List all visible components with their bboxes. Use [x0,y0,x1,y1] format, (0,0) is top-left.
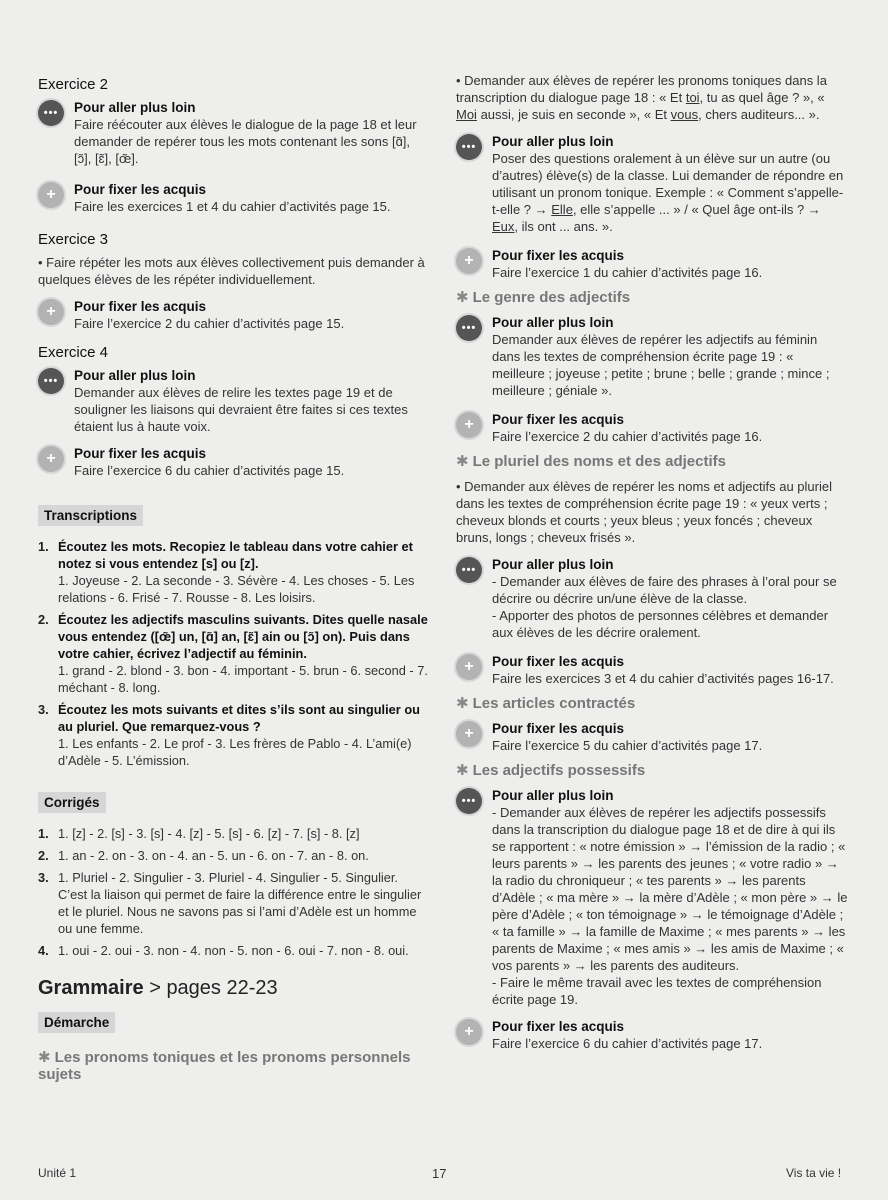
list-item: 2. 1. an - 2. on - 3. on - 4. an - 5. un - 6. on - 7. an - 8. on. [38,848,369,863]
exercise-2-title: Exercice 2 [38,76,109,93]
exercise-3-fix [38,298,430,332]
pronoms-intro: • Demander aux élèves de repérer les pronoms toniques dans la transcription du dialogue page 18 : « Et toi, tu as quel âge ? », « Moi aussi, je suis en seconde », « Et vous, chers auditeurs... ». [456,73,827,122]
exercise-4-fix [38,445,430,479]
more-dots-icon: ••• [38,368,64,394]
list-item: 3. Écoutez les mots suivants et dites s’ils sont au singulier ou au pluriel. Que remarquez-vous ? 1. Les enfants - 2. Le prof - 3. Les frères de Pablo - 4. L’ami(e) d’Adèle - 5. L’émission. [38,702,420,768]
exercise-2-more [38,99,430,167]
possessifs-more: ••• Pour aller plus loin - Demander aux élèves de repérer les adjectifs possessifs dans la transcription du dialogue page 18 et de dire à qui ils se rapportent : « notre émission » → l’émission de la radio ; « leurs parents » → les parents des jeunes ; « votre radio » → la radio du chroniqueur ; « tes parents » → les parents d’Adèle ; « ma mère » → la mère d’Adèle ; « mon père » → le père d’Adèle ; « ton témoignage » → le témoignage d’Adèle ; « ta famille » → la famille de Maxime ; « mes parents » → les parents de Maxime ; « mes amis » → les amis de Maxime ; « vos parents » → les parents des auditeurs. - Faire le même travail avec les textes de compréhension écrite page 19. [456,787,848,1008]
fix-title: Pour fixer les acquis [74,299,207,314]
plus-circle-icon: + [456,654,482,680]
pronoms-subhead: ✱ Les pronoms toniques et les pronoms personnels sujets [38,1049,411,1083]
pluriel-text: • Demander aux élèves de repérer les noms et adjectifs au pluriel dans les textes de compréhension écrite page 19 : « yeux verts ; cheveux blonds et courts ; yeux bleus ; yeux foncés ; cheveux bruns, longs ; cheveux frisés ». [456,479,832,545]
plus-circle-icon: + [456,412,482,438]
plus-circle-icon: + [38,182,64,208]
list-item: 1. 1. [z] - 2. [s] - 3. [s] - 4. [z] - 5. [s] - 6. [z] - 7. [s] - 8. [z] [38,826,360,841]
fix-text: Faire l’exercice 2 du cahier d’activités page 15. [74,316,345,331]
more-text: Demander aux élèves de relire les textes page 19 et de souligner les liaisons qui devraient être faites si ces textes étaient lus à haute voix. [74,385,408,434]
plus-circle-icon: + [456,721,482,747]
exercise-4-more [38,367,430,435]
exercise-3-title: Exercice 3 [38,231,109,248]
footer-title: Vis ta vie ! [786,1166,842,1180]
plus-circle-icon: + [456,248,482,274]
more-title: Pour aller plus loin [74,368,196,383]
list-item: 4. 1. oui - 2. oui - 3. non - 4. non - 5. non - 6. oui - 7. non - 8. oui. [38,943,409,958]
possessifs-fix: + Pour fixer les acquis Faire l’exercice 6 du cahier d’activités page 17. [456,1018,848,1052]
corriges-heading: Corrigés [38,792,106,813]
page-number: 17 [432,1166,447,1181]
grammaire-title: Grammaire > pages 22-23 [38,977,278,999]
star-icon: ✱ [456,453,469,470]
more-dots-icon: ••• [456,788,482,814]
star-icon: ✱ [456,762,469,779]
pronoms-more: ••• Pour aller plus loin Poser des questions oralement à un élève sur un autre (ou d’autres) élève(s) de la classe. Lui demander de répondre en utilisant un pronom tonique. Exemple : « Comment s’appelle-t-elle ? → Elle, elle s’appelle ... » / « Quel âge ont-ils ? → Eux, ils ont ... ans. ». [456,133,848,235]
pronoms-fix: + Pour fixer les acquis Faire l’exercice 1 du cahier d’activités page 16. [456,247,848,281]
more-dots-icon: ••• [456,557,482,583]
transcriptions-list [38,538,430,769]
list-item: 1. Écoutez les mots. Recopiez le tableau dans votre cahier et notez si vous entendez [s] ou [z]. 1. Joyeuse - 2. La seconde - 3. Sévère - 4. Les choses - 5. Les relations - 6. Frisé - 7. Rousse - 8. Les loisirs. [38,539,415,605]
genre-fix: + Pour fixer les acquis Faire l’exercice 2 du cahier d’activités page 16. [456,411,848,445]
list-item: 3. 1. Pluriel - 2. Singulier - 3. Pluriel - 4. Singulier - 5. Singulier. C’est la liaison qui permet de faire la différence entre le singulier et le pluriel. Nous ne savons pas si l’ami d’Adèle est un homme ou une femme. [38,870,422,936]
exercise-4-title: Exercice 4 [38,344,109,361]
possessifs-subhead: ✱ Les adjectifs possessifs [456,762,646,779]
list-item: 2. Écoutez les adjectifs masculins suivants. Dites quelle nasale vous entendez ([œ̃] un, [ɑ̃] an, [ɛ̃] ain ou [ɔ̃] on). Puis dans votre cahier, écrivez l’adjectif au féminin. 1. grand - 2. blond - 3. bon - 4. important - 5. brun - 6. second - 7. méchant - 8. long. [38,612,428,695]
articles-fix: + Pour fixer les acquis Faire l’exercice 5 du cahier d’activités page 17. [456,720,848,754]
star-icon: ✱ [456,289,469,306]
more-dots-icon: ••• [456,315,482,341]
articles-subhead: ✱ Les articles contractés [456,695,636,712]
corriges-list [38,825,430,959]
fix-title: Pour fixer les acquis [74,182,207,197]
plus-circle-icon: + [456,1019,482,1045]
right-column [456,72,848,1060]
more-dots-icon: ••• [456,134,482,160]
fix-text: Faire l’exercice 6 du cahier d’activités page 15. [74,463,345,478]
exercise-3-text: • Faire répéter les mots aux élèves collectivement puis demander à quelques élèves de les répéter individuellement. [38,255,425,287]
pluriel-fix: + Pour fixer les acquis Faire les exercices 3 et 4 du cahier d’activités pages 16-17. [456,653,848,687]
pluriel-more: ••• Pour aller plus loin - Demander aux élèves de faire des phrases à l’oral pour se décrire ou décrire un/une élève de la classe. - Apporter des photos de personnes célèbres et demander aux élèves de les décrire oralement. [456,556,848,641]
fix-text: Faire les exercices 1 et 4 du cahier d’activités page 15. [74,199,391,214]
plus-circle-icon: + [38,446,64,472]
star-icon: ✱ [456,695,469,712]
more-text: Faire réécouter aux élèves le dialogue de la page 18 et leur demander de repérer tous les mots contenant les sons [ɑ̃], [ɔ̃], [ɛ̃], [œ̃]. [74,117,417,166]
transcriptions-heading: Transcriptions [38,505,143,526]
pluriel-subhead: ✱ Le pluriel des noms et des adjectifs [456,453,726,470]
star-icon: ✱ [38,1049,51,1066]
plus-circle-icon: + [38,299,64,325]
genre-subhead: ✱ Le genre des adjectifs [456,289,631,306]
left-column [38,76,430,1091]
demarche-heading: Démarche [38,1012,115,1033]
genre-more: ••• Pour aller plus loin Demander aux élèves de repérer les adjectifs au féminin dans les textes de compréhension écrite page 19 : « meilleure ; joyeuse ; petite ; brune ; belle ; grande ; mince ; meilleure ; géniale ». [456,314,848,399]
exercise-2-fix [38,181,430,215]
more-title: Pour aller plus loin [74,100,196,115]
fix-title: Pour fixer les acquis [74,446,207,461]
more-dots-icon: ••• [38,100,64,126]
footer-unit: Unité 1 [38,1166,77,1180]
